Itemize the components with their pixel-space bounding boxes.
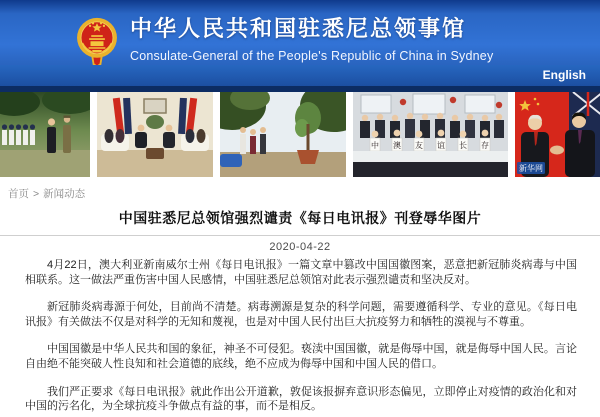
english-language-link[interactable]: English [542,68,586,82]
article-body [25,258,577,417]
photo-watermark [517,162,545,174]
breadcrumb-home-link[interactable]: 首页 [8,188,29,200]
title-divider [0,235,600,236]
placard-char: 中 [371,141,379,150]
article-paragraph: 中国国徽是中华人民共和国的象征，神圣不可侵犯。亵渎中国国徽，就是侮辱中国，就是侮辱中国人民。言论自由绝不能突破人性良知和社会道德的底线，绝不应成为侮辱中国和中国人民的借口。 [25,343,577,370]
banner-photo-leaders-handshake [515,92,600,177]
watermark-text: 新华网 [519,164,543,173]
banner-photo-bilateral-meeting [97,92,213,177]
header-language-band [0,65,600,86]
article-date: 2020-04-22 [269,241,331,253]
placard-char: 澳 [393,141,401,150]
breadcrumb [8,186,85,201]
placard-char: 友 [415,141,423,150]
banner-photo-tree-planting [220,92,346,177]
photo-banner [0,92,600,177]
breadcrumb-current-link[interactable]: 新闻动态 [43,188,86,200]
header-titles [130,15,493,63]
article-paragraph: 4月22日，澳大利亚新南威尔士州《每日电讯报》一篇文章中篡改中国国徽图案，恶意把新冠肺炎病毒与中国相联系。这一做法严重伤害中国人民感情，中国驻悉尼总领馆对此表示强烈谴责和坚决反对。 [25,259,577,286]
site-header [0,0,600,86]
placard-char: 存 [481,141,489,150]
article-paragraph: 我们严正要求《每日电讯报》就此作出公开道歉，敦促该报摒弃意识形态偏见，立即停止对疫情的政治化和对中国的污名化，为全球抗疫斗争做点有益的事，而不是相反。 [25,385,577,413]
china-national-emblem-icon [76,13,118,71]
banner-photo-school-calligraphy [353,92,508,177]
breadcrumb-separator: > [33,188,40,200]
placard-char: 谊 [437,141,445,150]
site-title-chinese: 中华人民共和国驻悉尼总领事馆 [130,16,467,41]
placard-char: 长 [459,141,467,150]
site-title-english: Consulate-General of the People's Republic of China in Sydney [130,49,494,63]
article-paragraph: 新冠肺炎病毒源于何处，目前尚不清楚。病毒溯源是复杂的科学问题，需要遵循科学、专业的意见。《每日电讯报》有关做法不仅是对科学的无知和蔑视，也是对中国人民付出巨大抗疫努力和牺牲的漠视与不尊重。 [25,301,577,328]
article-title: 中国驻悉尼总领馆强烈谴责《每日电讯报》刊登辱华图片 [118,210,482,226]
banner-photo-honor-guard [0,92,90,177]
